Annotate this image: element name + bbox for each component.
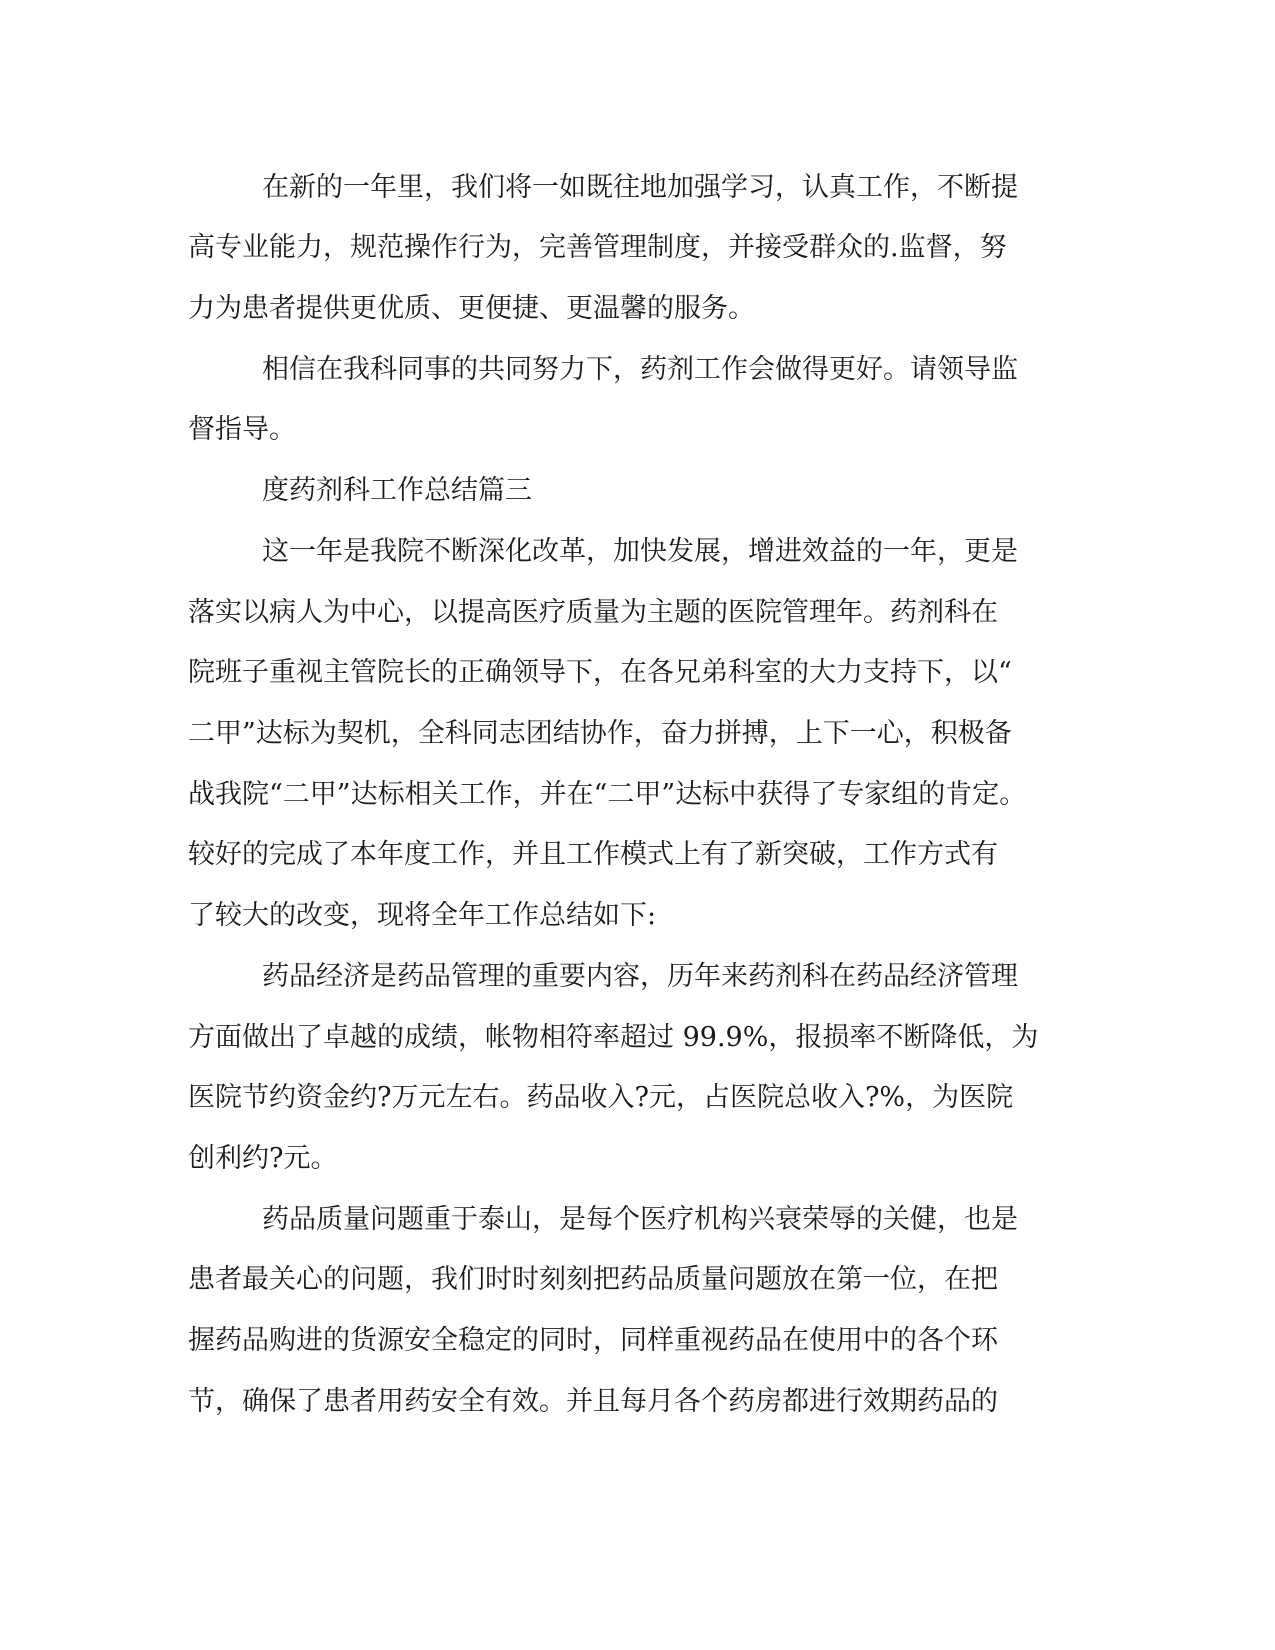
paragraph-year-line-2: 落实以病人为中心，以提高医疗质量为主题的医院管理年。药剂科在 — [188, 597, 998, 628]
paragraph-new-year-line-2: 高专业能力，规范操作行为，完善管理制度，并接受群众的.监督，努 — [188, 232, 1007, 263]
paragraph-new-year-line-1: 在新的一年里，我们将一如既往地加强学习，认真工作，不断提 — [262, 172, 1018, 203]
paragraph-economy-line-2: 方面做出了卓越的成绩，帐物相符率超过 99.9%，报损率不断降低，为 — [188, 1022, 1039, 1053]
paragraph-quality-line-2: 患者最关心的问题，我们时时刻刻把药品质量问题放在第一位，在把 — [188, 1264, 998, 1295]
paragraph-year-line-7: 了较大的改变，现将全年工作总结如下: — [188, 900, 657, 931]
paragraph-economy-line-1: 药品经济是药品管理的重要内容，历年来药剂科在药品经济管理 — [262, 961, 1018, 992]
paragraph-year-line-6: 较好的完成了本年度工作，并且工作模式上有了新突破，工作方式有 — [188, 839, 998, 870]
paragraph-quality-line-3: 握药品购进的货源安全稳定的同时，同样重视药品在使用中的各个环 — [188, 1325, 998, 1356]
paragraph-new-year-line-3: 力为患者提供更优质、更便捷、更温馨的服务。 — [188, 293, 755, 324]
paragraph-quality-line-4: 节，确保了患者用药安全有效。并且每月各个药房都进行效期药品的 — [188, 1386, 998, 1417]
paragraph-year-line-5: 战我院“二甲”达标相关工作，并在“二甲”达标中获得了专家组的肯定。 — [188, 779, 1027, 810]
paragraph-year-line-4: 二甲”达标为契机，全科同志团结协作，奋力拼搏，上下一心，积极备 — [188, 718, 1012, 749]
paragraph-quality-line-1: 药品质量问题重于泰山，是每个医疗机构兴衰荣辱的关健，也是 — [262, 1204, 1018, 1235]
paragraph-economy-line-4: 创利约?元。 — [188, 1143, 338, 1174]
paragraph-believe-line-2: 督指导。 — [188, 414, 296, 445]
paragraph-economy-line-3: 医院节约资金约?万元左右。药品收入?元，占医院总收入?%，为医院 — [188, 1082, 1014, 1113]
paragraph-year-line-3: 院班子重视主管院长的正确领导下，在各兄弟科室的大力支持下，以“ — [188, 657, 1012, 688]
section-heading: 度药剂科工作总结篇三 — [262, 475, 532, 506]
paragraph-year-line-1: 这一年是我院不断深化改革，加快发展，增进效益的一年，更是 — [262, 536, 1018, 567]
paragraph-believe-line-1: 相信在我科同事的共同努力下，药剂工作会做得更好。请领导监 — [262, 354, 1018, 385]
